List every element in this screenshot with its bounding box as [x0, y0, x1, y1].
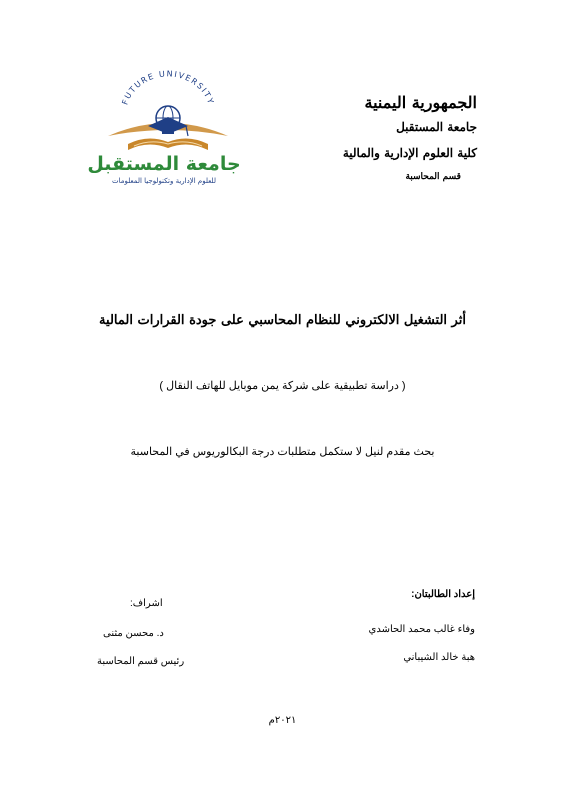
supervisor-position: رئيس قسم المحاسبة: [97, 656, 185, 667]
department-name: قسم المحاسبة: [405, 172, 461, 182]
degree-statement: بحث مقدم لنيل لا ستكمل متطلبات درجة البكالوريوس في المحاسبة: [130, 446, 435, 458]
university-name: جامعة المستقبل: [396, 120, 477, 134]
students-label: إعداد الطالبتان:: [411, 589, 475, 600]
logo-tagline: للعلوم الإدارية وتكنولوجيا المعلومات: [111, 177, 217, 185]
year: ٢٠٢١م: [268, 715, 297, 726]
logo-arc-text: FUTURE UNIVERSITY: [120, 70, 216, 107]
logo-name: جامعة المستقبل: [87, 153, 241, 175]
republic-name: الجمهورية اليمنية: [364, 93, 477, 112]
research-subtitle: ( دراسة تطبيقية على شركة يمن موبايل للهاتف النقال ): [159, 380, 406, 392]
supervisor-label: اشراف:: [130, 598, 163, 609]
college-name: كلية العلوم الإدارية والمالية: [342, 146, 477, 160]
student-name-2: هبة خالد الشيباني: [403, 652, 475, 663]
supervisor-name: د. محسن مثنى: [103, 628, 164, 639]
research-title: أثر التشغيل الالكتروني للنظام المحاسبي على جودة القرارات المالية: [99, 313, 466, 328]
university-logo: [78, 70, 258, 195]
student-name-1: وفاء غالب محمد الحاشدي: [368, 624, 475, 635]
logo-emblem: [78, 70, 258, 195]
